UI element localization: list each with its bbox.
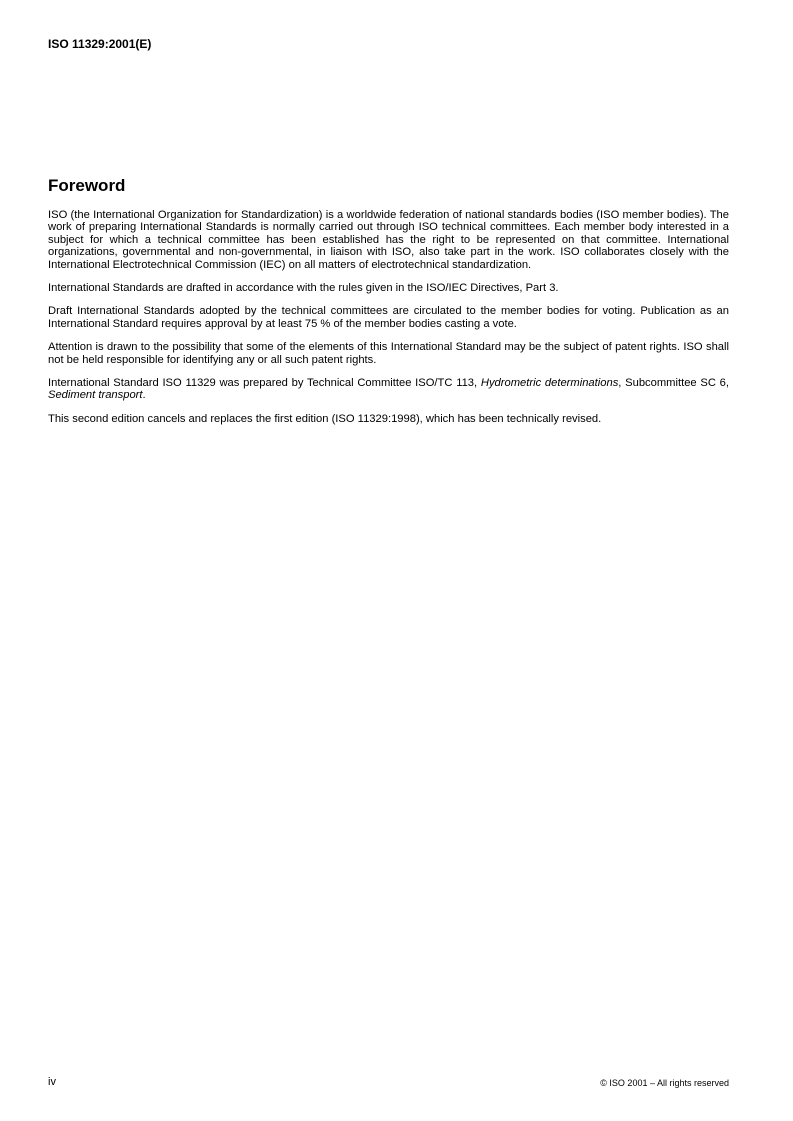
paragraph-patent-rights: Attention is drawn to the possibility that some of the elements of this International Standard may be the subject of patent rights. ISO shall not be held responsible for identifying any or all such patent rights. <box>48 341 729 366</box>
paragraph-voting: Draft International Standards adopted by the technical committees are circulated to the member bodies for voting. Publication as an International Standard requires approval by at least 75 % of the member bodies casting a vote. <box>48 305 729 330</box>
paragraph-edition: This second edition cancels and replaces the first edition (ISO 11329:1998), which has been technically revised. <box>48 412 602 425</box>
preparation-text-b: , Subcommittee SC 6, <box>618 377 729 390</box>
paragraph-preparation <box>48 377 729 402</box>
paragraph-iso-description: ISO (the International Organization for Standardization) is a worldwide federation of national standards bodies (ISO member bodies). The work of preparing International Standards is normally carried out through ISO technical committees. Each member body interested in a subject for which a technical committee has been established has the right to be represented on that committee. International organizations, governmental and non-governmental, in liaison with ISO, also take part in the work. ISO collaborates closely with the International Electrotechnical Commission (IEC) on all matters of electrotechnical standardization. <box>48 209 729 271</box>
copyright-notice: © ISO 2001 – All rights reserved <box>600 1078 729 1088</box>
committee-title: Hydrometric determinations <box>480 377 619 390</box>
subcommittee-title: Sediment transport <box>48 389 143 402</box>
preparation-text-a: International Standard ISO 11329 was prepared by Technical Committee ISO/TC 113, <box>48 377 481 390</box>
page-number: iv <box>48 1076 56 1088</box>
preparation-text-c: . <box>142 389 146 402</box>
document-header: ISO 11329:2001(E) <box>48 37 152 51</box>
foreword-body <box>48 209 729 436</box>
paragraph-drafting-rules: International Standards are drafted in accordance with the rules given in the ISO/IEC Directives, Part 3. <box>48 282 559 295</box>
section-title: Foreword <box>48 176 126 195</box>
